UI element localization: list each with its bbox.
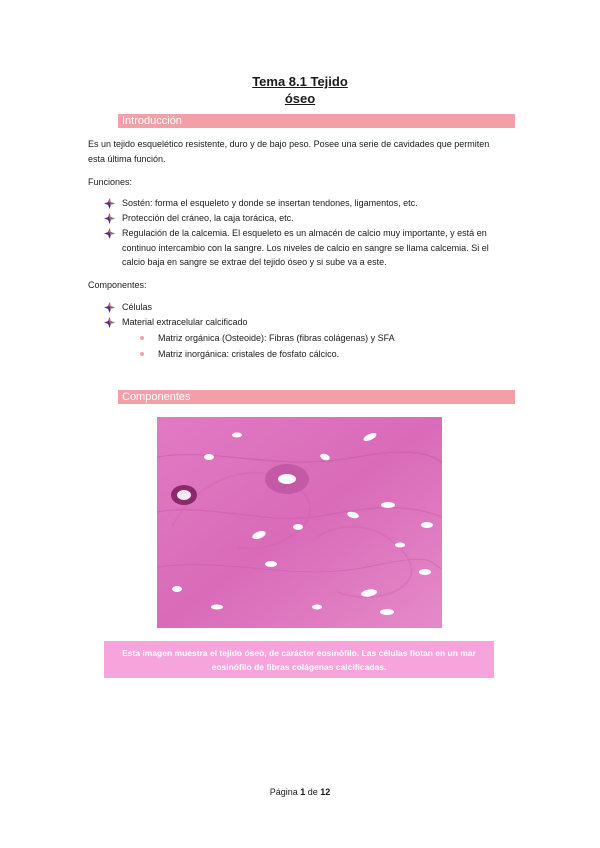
bullet-dot-icon: [140, 336, 144, 340]
page-total: 12: [320, 787, 331, 797]
list-item: Protección del cráneo, la caja torácica, etc.: [104, 211, 509, 226]
componentes-label: Componentes:: [88, 280, 147, 290]
arrow-bullet-icon: [104, 198, 115, 209]
of-word: de: [307, 787, 318, 797]
list-item: Regulación de la calcemia. El esqueleto es un almacén de calcio muy importante, y está en continuo intercambio con la sangre. Los niveles de calcio en sangre se llama calcemia. Si el calcio baja en sangre se extrae del tejido óseo y si sube va a este.: [104, 226, 509, 270]
page-title: Tema 8.1 Tejido: [252, 74, 348, 89]
arrow-bullet-icon: [104, 317, 115, 328]
section-heading-componentes: Componentes: [118, 390, 515, 404]
list-item: Material extracelular calcificado: [104, 315, 509, 330]
arrow-bullet-icon: [104, 302, 115, 313]
bullet-dot-icon: [140, 352, 144, 356]
arrow-bullet-icon: [104, 228, 115, 239]
page-footer: [0, 787, 600, 797]
sub-list-item: Matriz orgánica (Osteoide): Fibras (fibras colágenas) y SFA: [140, 331, 510, 346]
image-caption: Esta imagen muestra el tejido óseo, de carácter eosinófilo. Las células flotan en un mar eosinófilo de fibras colágenas calcificadas.: [104, 641, 494, 678]
bone-tissue-micrograph: [157, 417, 442, 628]
page-number: 1: [300, 787, 306, 797]
list-item: Sostén: forma el esqueleto y donde se insertan tendones, ligamentos, etc.: [104, 196, 509, 211]
list-item: Células: [104, 300, 509, 315]
page-word: Página: [269, 787, 298, 797]
intro-paragraph: Es un tejido esquelético resistente, duro y de bajo peso. Posee una serie de cavidades que permiten esta última función.: [88, 139, 490, 164]
arrow-bullet-icon: [104, 213, 115, 224]
funciones-label: Funciones:: [88, 177, 133, 187]
page-title-line2: óseo: [284, 91, 316, 106]
section-heading-introduccion: Introducción: [118, 114, 515, 128]
sub-list-item: Matriz inorgánica: cristales de fosfato cálcico.: [140, 347, 510, 362]
